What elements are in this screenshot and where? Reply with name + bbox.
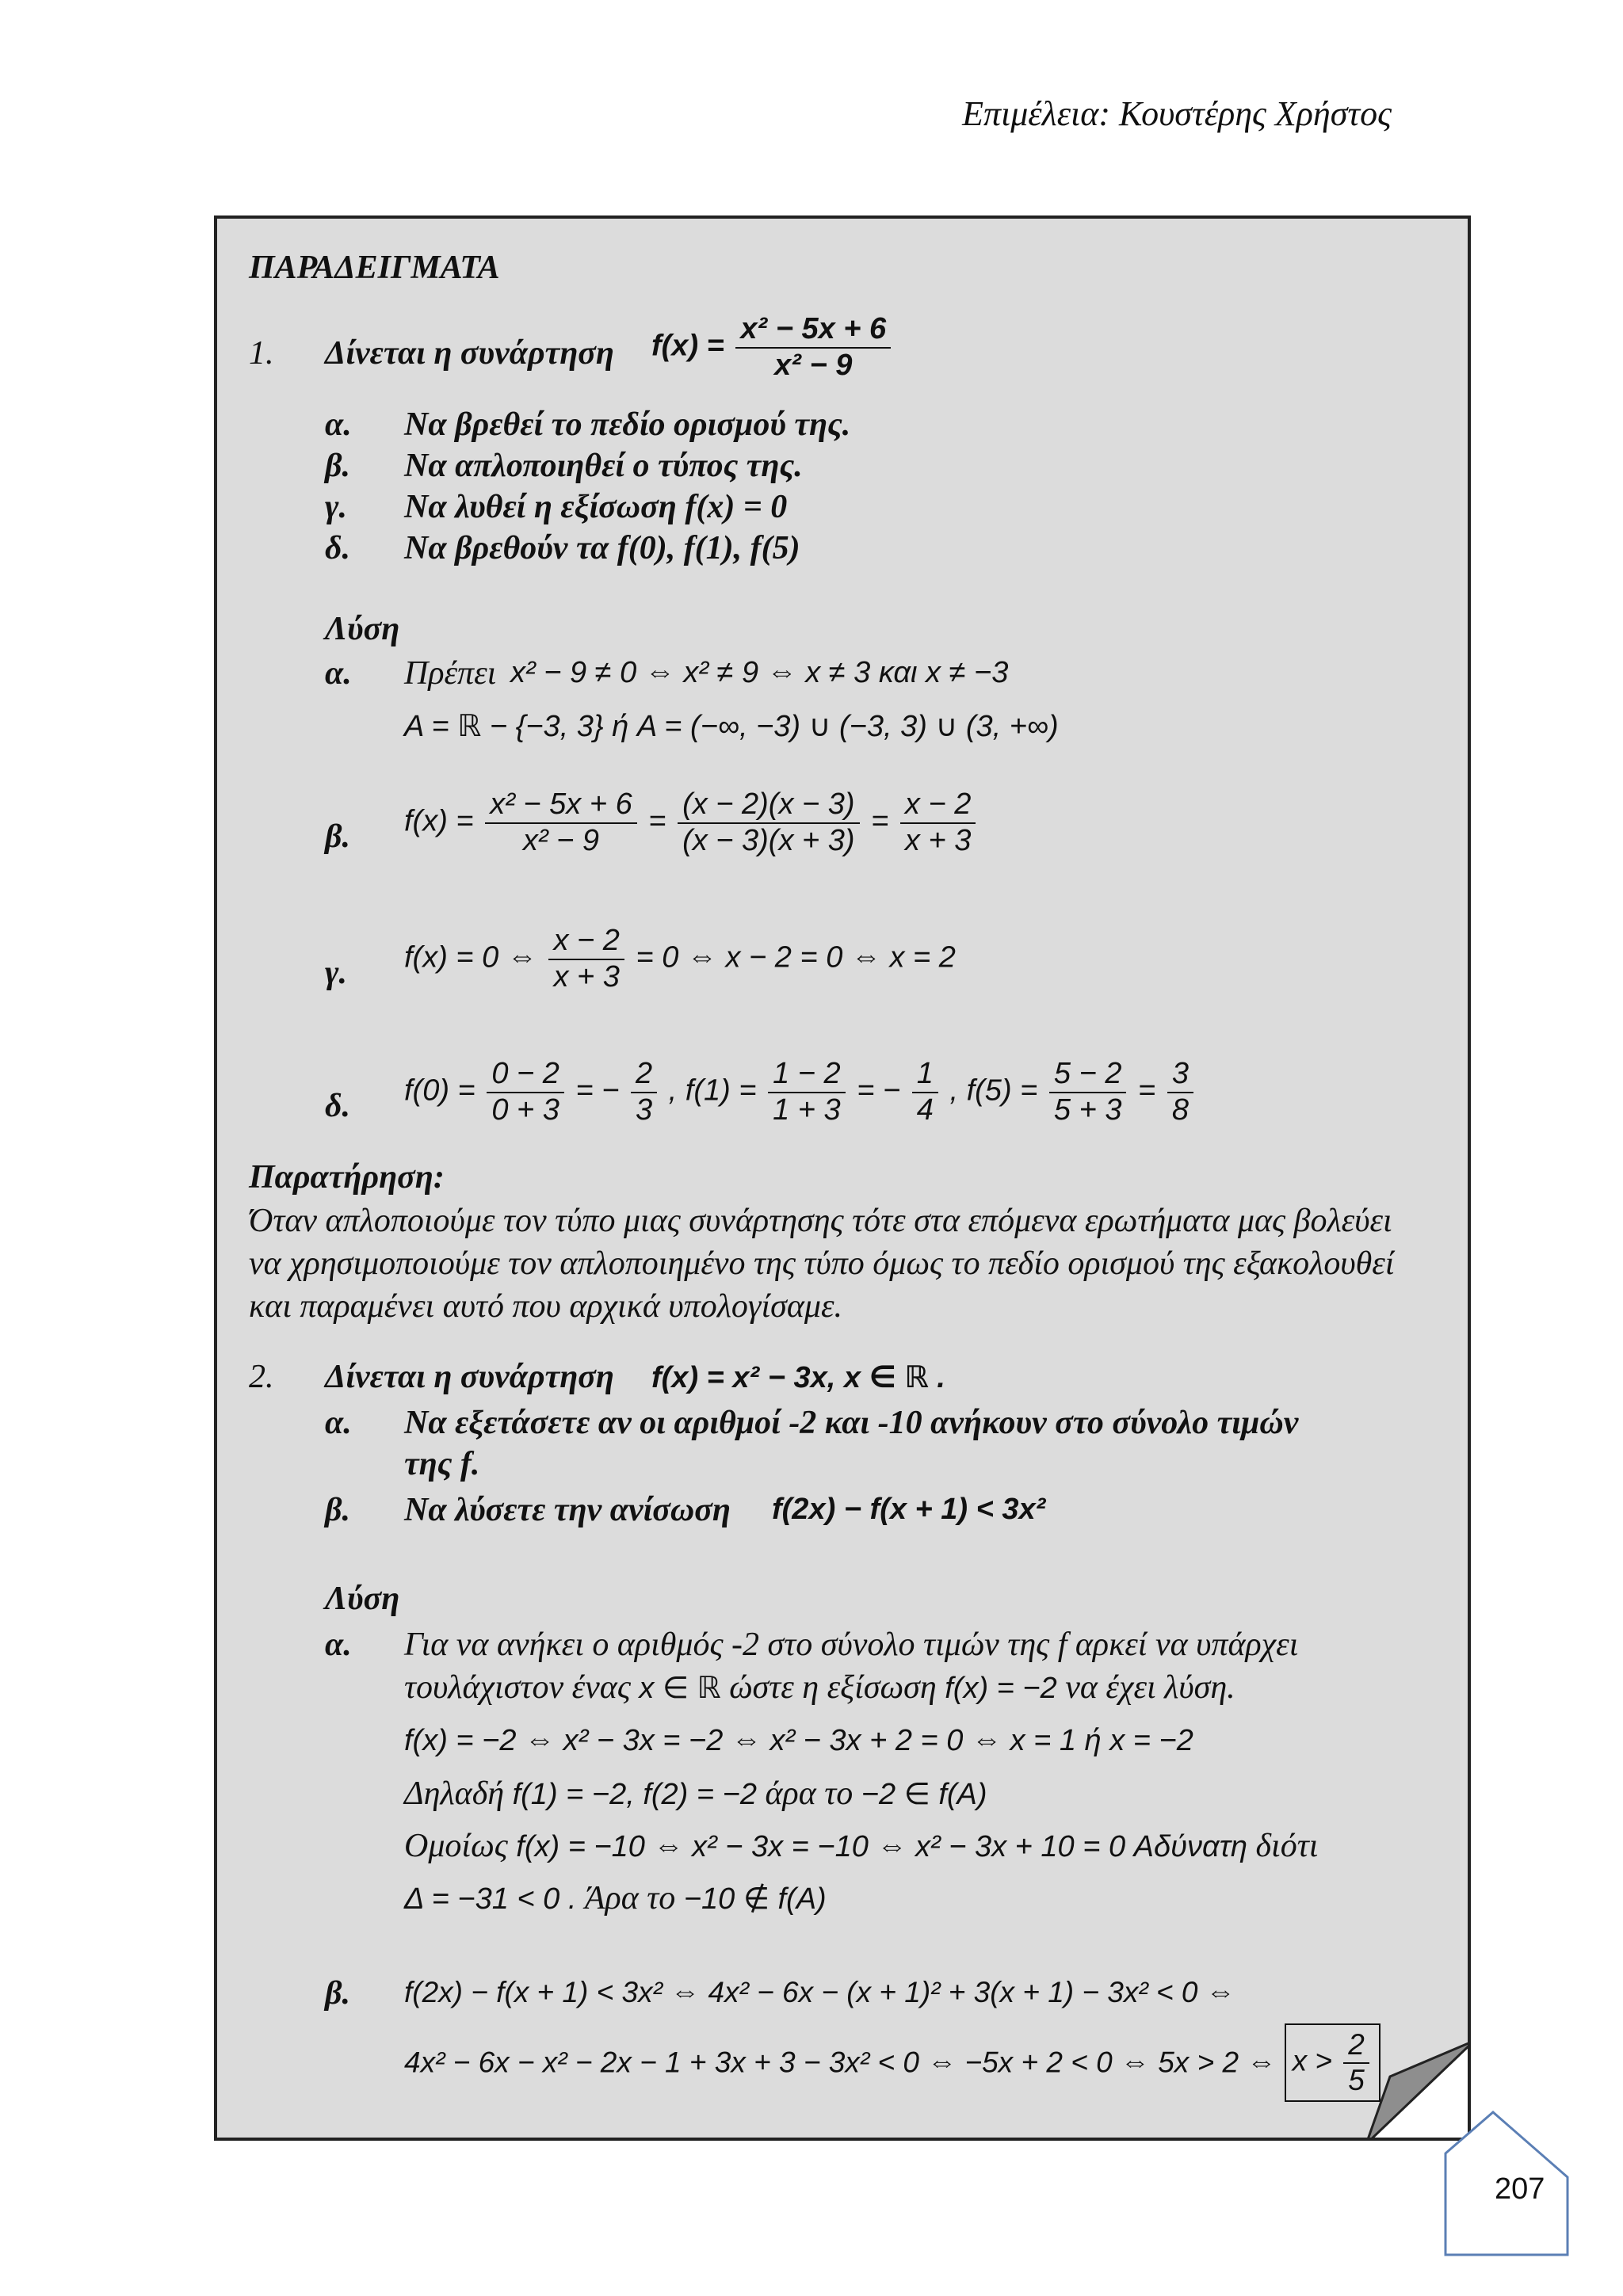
ex1-sol-d-f0: f(0) = — [404, 1074, 475, 1108]
ex1-sol-b-f1-den: x² − 9 — [522, 823, 600, 857]
ex2-final-num: 2 — [1343, 2028, 1369, 2064]
ex2-sol-a-line5 — [404, 1827, 1318, 1865]
ex1-sol-b-f3-den: x + 3 — [904, 823, 972, 857]
ex1-item-d-label: δ. — [325, 530, 351, 566]
ex1-sol-b-f2-num: (x − 2)(x − 3) — [678, 788, 860, 824]
ex2-sol-b-line2-text: 4x² − 6x − x² − 2x − 1 + 3x + 3 − 3x² < 0 ⇔ −5x + 2 < 0 ⇔ 5x > 2 ⇔ — [404, 2046, 1277, 2079]
ex2-sol-b-line1: f(2x) − f(x + 1) < 3x² ⇔ 4x² − 6x − (x + 1)² + 3(x + 1) − 3x² < 0 ⇔ — [404, 1976, 1235, 2008]
ex2-sol-a-text2m: x ∈ ℝ — [639, 1672, 721, 1705]
ex1-sol-d-f5-res-num: 3 — [1167, 1057, 1193, 1093]
ex1-item-a-text: Να βρεθεί το πεδίο ορισμού της. — [404, 406, 851, 443]
ex1-sol-a-label: α. — [325, 655, 352, 692]
ex2-final-den: 5 — [1348, 2063, 1365, 2096]
ex1-sol-d-f0-num: 0 − 2 — [487, 1057, 564, 1093]
ex2-sol-a-line4m: f(1) = −2, f(2) = −2 — [512, 1778, 757, 1811]
ex1-item-a-label: α. — [325, 406, 352, 443]
ex1-sol-b-f2-den: (x − 3)(x + 3) — [682, 823, 855, 857]
ex1-sol-c-lhs: f(x) = 0 ⇔ — [404, 940, 537, 974]
ex2-item-a-line2: της f. — [404, 1446, 480, 1482]
ex1-func-num: x² − 5x + 6 — [735, 312, 891, 349]
ex1-sol-b-label: β. — [325, 818, 351, 855]
ex1-sol-c-rhs: = 0 ⇔ x − 2 = 0 ⇔ x = 2 — [636, 940, 956, 974]
ex2-item-b-math: f(2x) − f(x + 1) < 3x² — [772, 1493, 1046, 1526]
ex2-item-a-label: α. — [325, 1405, 352, 1441]
ex1-sol-a-word: Πρέπει — [404, 655, 497, 692]
ex1-number: 1. — [249, 335, 274, 372]
ex2-sol-a-text2m2: f(x) = −2 — [945, 1672, 1057, 1705]
ex2-sol-a-line5a: Ομοίως — [404, 1828, 508, 1864]
ex1-intro: Δίνεται η συνάρτηση — [325, 335, 614, 372]
ex1-func-fraction — [735, 312, 891, 383]
ex1-sol-d-f5-den: 5 + 3 — [1053, 1093, 1122, 1127]
ex2-sol-a-line6b: Άρα το — [584, 1880, 676, 1917]
ex2-item-b-label: β. — [325, 1492, 351, 1528]
section-title: ΠΑΡΑΔΕΙΓΜΑΤΑ — [249, 250, 500, 286]
ex1-item-b-label: β. — [325, 448, 351, 484]
ex1-item-b-text: Να απλοποιηθεί ο τύπος της. — [404, 448, 803, 484]
ex1-sol-d-f1: f(1) = — [685, 1074, 757, 1108]
ex1-sol-a-line1: x² − 9 ≠ 0 ⇔ x² ≠ 9 ⇔ x ≠ 3 και x ≠ −3 — [510, 656, 1009, 689]
ex1-sol-c-num: x − 2 — [548, 924, 624, 960]
ex1-sol-d-f5: f(5) = — [966, 1074, 1038, 1108]
ex2-sol-a-line5b: διότι — [1255, 1828, 1319, 1864]
ex2-sol-a-line6m: Δ = −31 < 0 . — [404, 1882, 577, 1916]
ex1-sol-d-f1-res-den: 4 — [916, 1093, 934, 1127]
ex2-sol-a-text2b: ώστε η εξίσωση — [729, 1669, 937, 1706]
ex1-sol-a-line2: A = ℝ − {−3, 3} ή A = (−∞, −3) ∪ (−3, 3) ∪ (3, +∞) — [404, 710, 1059, 743]
ex2-sol-b-label: β. — [325, 1975, 351, 2012]
ex1-func-lhs: f(x) = — [651, 329, 724, 363]
ex1-sol-b-f3-num: x − 2 — [900, 788, 976, 824]
ex1-solution-title: Λύση — [325, 611, 400, 647]
ex2-sol-a-label: α. — [325, 1627, 352, 1663]
note-title: Παρατήρηση: — [249, 1159, 445, 1196]
ex1-function — [651, 312, 894, 383]
examples-content — [249, 249, 1420, 2138]
examples-box — [214, 215, 1471, 2141]
ex2-sol-a-line4a: Δηλαδή — [404, 1775, 505, 1812]
ex1-sol-b-lhs: f(x) = — [404, 804, 474, 838]
note-text: Όταν απλοποιούμε τον τύπο μιας συνάρτησης τότε στα επόμενα ερωτήματα μας βολεύει να χρησιμοποιούμε τον απλοποιημένο της τύπο όμως το πεδίο ορισμού της εξακολουθεί και παραμένει αυτό που αρχικά υπολογίσαμε. — [249, 1203, 1395, 1325]
ex1-sol-d-f5-res-den: 8 — [1171, 1093, 1189, 1127]
ex1-item-c-label: γ. — [325, 489, 347, 525]
ex2-sol-a-line5m: f(x) = −10 ⇔ x² − 3x = −10 ⇔ x² − 3x + 10 = 0 Αδύνατη — [516, 1830, 1248, 1863]
ex2-final-answer — [1285, 2023, 1381, 2102]
ex1-sol-c-expression — [404, 924, 956, 994]
ex1-func-den: x² − 9 — [774, 348, 853, 382]
ex2-sol-a-line4m2: −2 ∈ f(A) — [861, 1778, 987, 1811]
ex2-sol-a-text1: Για να ανήκει ο αριθμός -2 στο σύνολο τιμών της f αρκεί να υπάρχει — [404, 1627, 1299, 1663]
ex1-sol-d-f0-den: 0 + 3 — [491, 1093, 559, 1127]
ex1-sol-c-label: γ. — [325, 955, 347, 991]
page-header: Επιμέλεια: Κουστέρης Χρήστος — [962, 94, 1392, 133]
ex2-function: f(x) = x² − 3x, x ∈ ℝ . — [651, 1361, 945, 1394]
ex2-sol-a-line4 — [404, 1775, 987, 1813]
ex1-item-c-text: Να λυθεί η εξίσωση f(x) = 0 — [404, 489, 788, 525]
ex2-sol-a-text2c: να έχει λύση. — [1065, 1669, 1235, 1706]
ex2-sol-a-line4b: άρα το — [765, 1775, 854, 1812]
ex1-item-d-text: Να βρεθούν τα f(0), f(1), f(5) — [404, 530, 800, 566]
ex1-sol-d-label: δ. — [325, 1088, 351, 1124]
ex1-sol-d-f0-res-den: 3 — [635, 1093, 653, 1127]
ex2-sol-b-line2 — [404, 2023, 1381, 2102]
page-number: 207 — [1495, 2172, 1545, 2206]
ex1-sol-b-f1-num: x² − 5x + 6 — [485, 788, 637, 824]
ex2-intro: Δίνεται η συνάρτηση — [325, 1359, 614, 1395]
ex1-sol-b-expression: f(x) = $\frac{\text{x² − 5x + 6}}{\text{x² − 9}}$ = $\frac{(x - 2)(x - 3)}{(x - 3)(x + 3)}$ = $\frac{x - 2}{x + 3}$ — [404, 788, 979, 858]
ex2-sol-a-text2 — [404, 1669, 1235, 1707]
ex2-sol-a-line6m2: −10 ∉ f(A) — [683, 1882, 827, 1916]
ex1-sol-d-f1-den: 1 + 3 — [773, 1093, 841, 1127]
ex2-number: 2. — [249, 1359, 274, 1395]
ex1-sol-d-f1-num: 1 − 2 — [768, 1057, 846, 1093]
ex2-sol-a-text2a: τουλάχιστον ένας — [404, 1669, 631, 1706]
ex2-sol-a-line3: f(x) = −2 ⇔ x² − 3x = −2 ⇔ x² − 3x + 2 = 0 ⇔ x = 1 ή x = −2 — [404, 1724, 1193, 1757]
ex1-sol-d-f5-num: 5 − 2 — [1049, 1057, 1127, 1093]
ex2-item-a-line1: Να εξετάσετε αν οι αριθμοί -2 και -10 ανήκουν στο σύνολο τιμών — [404, 1405, 1299, 1441]
ex2-item-b-text: Να λύσετε την ανίσωση — [404, 1492, 731, 1528]
ex1-sol-d-f0-res-num: 2 — [631, 1057, 657, 1093]
ex2-solution-title: Λύση — [325, 1581, 400, 1617]
ex2-sol-a-line6 — [404, 1879, 827, 1917]
ex1-sol-d-f1-res-num: 1 — [912, 1057, 938, 1093]
ex1-sol-d-expression: f(0) = $\frac{0 - 2}{0 + 3}$ = − $\frac{2}{3}$ , f(1) = $\frac{1 - 2}{1 + 3}$ = − $\frac{1}{4}$ , f(5) = $\frac{5 - 2}{5 + 3}$ = $\frac{3}{8}$ — [404, 1057, 1197, 1127]
ex2-final-lhs: x > — [1292, 2044, 1332, 2077]
ex1-sol-c-den: x + 3 — [553, 959, 620, 994]
